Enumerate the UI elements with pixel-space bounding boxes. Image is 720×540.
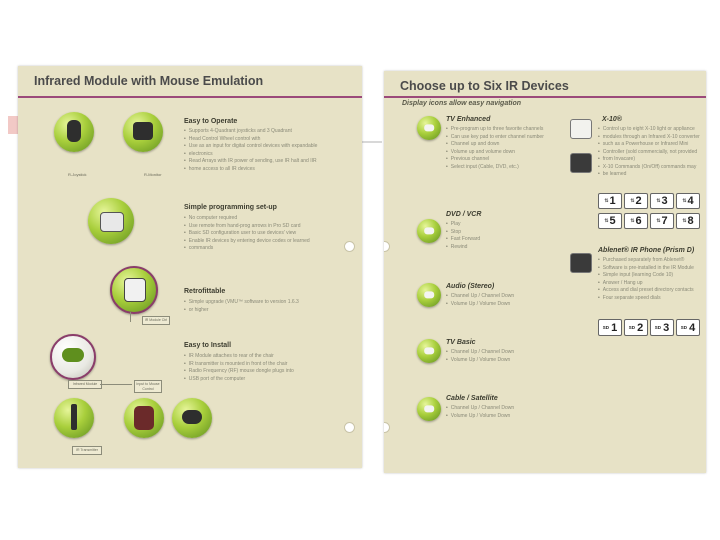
bullet-item: • modules through an Infrared X-10 converter [598, 134, 702, 142]
section-title-dvd-vcr: DVD / VCR [446, 211, 482, 218]
title-rule [18, 96, 362, 98]
section-title-easy-operate: Easy to Operate [184, 118, 238, 125]
ir-phone-icon [570, 253, 592, 273]
bullet-item: • USB port of the computer [184, 376, 294, 384]
x10-key: ⇅ 8 [676, 213, 700, 229]
bullet-item: • Channel up and down [446, 141, 544, 149]
brochure-page-ir-devices [384, 71, 706, 473]
bullet-item: • Play [446, 221, 480, 229]
dvd-vcr-icon [417, 219, 441, 243]
bullet-item: • IR transmitter is mounted in front of the chair [184, 361, 294, 369]
bullet-list-easy-operate [184, 128, 317, 173]
bullet-item: • Channel Up / Channel Down [446, 293, 514, 301]
ir-module-image [110, 266, 158, 314]
title-rule [384, 96, 706, 98]
bullet-item: • be learned [598, 171, 702, 179]
bullet-item: • Fast Forward [446, 236, 480, 244]
bullet-list-dvd-vcr [446, 221, 480, 251]
x10-remote-icon [570, 119, 592, 139]
bullet-item: • Supports 4-Quadrant joysticks and 3 Quadrant [184, 128, 317, 136]
usb-mouse-label: Input to Mouse Control [134, 380, 162, 393]
bullet-item: • X-10 Commands (On/Off) commands may [598, 164, 702, 172]
bullet-item: • IR Module attaches to rear of the chair [184, 353, 294, 361]
tv-enhanced-icon [417, 116, 441, 140]
ir-module-label: IR Module Ctrl [142, 316, 170, 325]
audio-stereo-icon [417, 283, 441, 307]
speed-dial-key: SD 3 [650, 319, 674, 336]
section-title-cable-satellite: Cable / Satellite [446, 395, 498, 402]
bullet-item: • from Invacare) [598, 156, 702, 164]
section-title-ir-phone: Ablenet® IR Phone (Prism D) [598, 247, 695, 254]
bullet-item: • Read Arrays with IR power of sending, use IR halt and IIR [184, 158, 317, 166]
speed-dial-key: SD 1 [598, 319, 622, 336]
bullet-list-tv-basic [446, 349, 514, 364]
bullet-list-ir-phone [598, 257, 702, 302]
speed-dial-key-grid [598, 319, 702, 336]
connector-line [130, 312, 131, 322]
bullet-item: • Head Control Wheel control with [184, 136, 317, 144]
infrared-module-image [50, 334, 96, 380]
cable-satellite-icon [417, 397, 441, 421]
bullet-item: • Volume up and volume down [446, 149, 544, 157]
bullet-item: • home access to all IR devices [184, 166, 317, 174]
bullet-item: • Volume Up / Volume Down [446, 413, 514, 421]
bullet-item: • Four separate speed dials [598, 295, 702, 303]
binder-hole [344, 241, 355, 252]
wheelchair-image [124, 398, 164, 438]
section-title-audio: Audio (Stereo) [446, 283, 495, 290]
x10-key: ⇅ 6 [624, 213, 648, 229]
section-title-install: Easy to Install [184, 342, 232, 349]
speed-dial-key: SD 2 [624, 319, 648, 336]
bullet-item: • Basic SD configuration user to use devices' view [184, 230, 310, 238]
bullet-item: • or higher [184, 307, 299, 315]
bullet-item: • electronics [184, 151, 317, 159]
bullet-item: • Control up to eight X-10 light or appliance [598, 126, 702, 134]
bullet-list-tv-enhanced [446, 126, 544, 171]
x10-converter-icon [570, 153, 592, 173]
accent-line [360, 141, 382, 143]
section-title-programming: Simple programming set-up [184, 204, 277, 211]
bullet-item: • Use remote from hand-prog arrows in Pro SD card [184, 223, 310, 231]
ir-transmitter-image [54, 398, 94, 438]
controller-device-image [88, 198, 134, 244]
bullet-item: • Pre-program up to three favorite channels [446, 126, 544, 134]
connector-line [100, 384, 132, 385]
bullet-list-audio [446, 293, 514, 308]
device-a-label: R-Joystick [68, 172, 87, 177]
infrared-module-label: Infrared Module [68, 380, 102, 389]
bullet-item: • Volume Up / Volume Down [446, 357, 514, 365]
bullet-item: • Controller (sold commercially, not provided [598, 149, 702, 157]
x10-key: ⇅ 3 [650, 193, 674, 209]
bullet-list-cable-satellite [446, 405, 514, 420]
x10-key: ⇅ 5 [598, 213, 622, 229]
x10-key: ⇅ 1 [598, 193, 622, 209]
x10-key: ⇅ 4 [676, 193, 700, 209]
bullet-list-programming [184, 215, 310, 253]
bullet-item: • Simple upgrade (VMU™ software to version 1.6.3 [184, 299, 299, 307]
page-title: Choose up to Six IR Devices [400, 79, 569, 93]
bullet-item: • Previous channel [446, 156, 544, 164]
bullet-item: • such as a Powerhouse or Infrared Mini [598, 141, 702, 149]
binder-hole [384, 241, 390, 252]
bullet-item: • Answer / Hang up [598, 280, 702, 288]
bullet-item: • Channel Up / Channel Down [446, 405, 514, 413]
device-b-label: R-Monitor [144, 172, 162, 177]
mouse-dongle-image [172, 398, 212, 438]
bullet-item: • No computer required [184, 215, 310, 223]
x10-key-grid [598, 193, 702, 229]
page-title: Infrared Module with Mouse Emulation [34, 74, 264, 88]
bullet-item: • commands [184, 245, 310, 253]
x10-key: ⇅ 7 [650, 213, 674, 229]
section-title-tv-basic: TV Basic [446, 339, 476, 346]
bullet-item: • Stop [446, 229, 480, 237]
tv-basic-icon [417, 339, 441, 363]
section-title-tv-enhanced: TV Enhanced [446, 116, 491, 123]
binder-hole [344, 422, 355, 433]
display-device-image [123, 112, 163, 152]
bullet-item: • Volume Up / Volume Down [446, 301, 514, 309]
x10-key: ⇅ 2 [624, 193, 648, 209]
bullet-item: • Enable IR devices by entering device codes or learned [184, 238, 310, 246]
speed-dial-key: SD 4 [676, 319, 700, 336]
section-title-retrofittable: Retrofittable [184, 288, 226, 295]
bullet-item: • Radio Frequency (RF) mouse dongle plugs into [184, 368, 294, 376]
bullet-item: • Simple input (learning Code 10) [598, 272, 702, 280]
bullet-list-retrofittable [184, 299, 299, 314]
joystick-device-image [54, 112, 94, 152]
bullet-list-install [184, 353, 294, 383]
ir-transmitter-label: IR Transmitter [72, 446, 102, 455]
bullet-item: • Access and dial preset directory contacts [598, 287, 702, 295]
bullet-list-x10 [598, 126, 702, 179]
section-title-x10: X-10® [602, 116, 622, 123]
bullet-item: • Channel Up / Channel Down [446, 349, 514, 357]
bullet-item: • Rewind [446, 244, 480, 252]
bullet-item: • Use as an input for digital control devices with expandable [184, 143, 317, 151]
binder-hole [384, 422, 390, 433]
bullet-item: • Can use key pad to enter channel number [446, 134, 544, 142]
bullet-item: • Select input (Cable, DVD, etc.) [446, 164, 544, 172]
page-subtitle: Display icons allow easy navigation [402, 100, 522, 107]
bullet-item: • Purchased separately from Ablenet® [598, 257, 702, 265]
brochure-page-ir-module [18, 66, 362, 468]
bullet-item: • Software is pre-installed in the IR Module [598, 265, 702, 273]
